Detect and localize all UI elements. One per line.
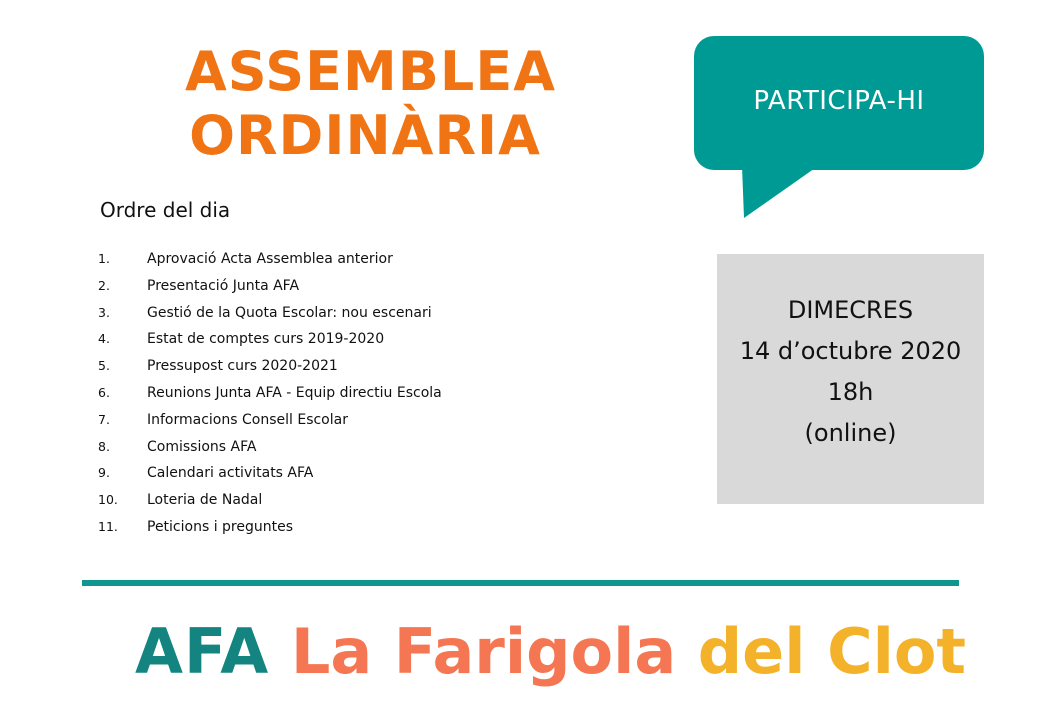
agenda-item	[98, 380, 442, 407]
agenda-item-number: 3.	[98, 304, 110, 320]
agenda-item	[98, 514, 442, 541]
agenda-item	[98, 246, 442, 273]
agenda-item-text: Pressupost curs 2020-2021	[147, 358, 338, 375]
agenda-item-text: Presentació Junta AFA	[147, 277, 300, 294]
agenda-item-text: Comissions AFA	[147, 438, 257, 455]
agenda-heading: Ordre del dia	[100, 198, 231, 222]
agenda-item	[98, 353, 442, 380]
agenda-item-number: 5.	[98, 358, 110, 374]
agenda-item	[98, 326, 442, 353]
agenda-item-number: 10.	[98, 492, 118, 508]
agenda-item-number: 1.	[98, 251, 110, 266]
afa-logo	[135, 612, 995, 692]
agenda-item	[98, 300, 442, 327]
agenda-item-text: Reunions Junta AFA - Equip directiu Escola	[147, 384, 442, 401]
agenda-item-number: 8.	[98, 438, 110, 454]
agenda-item	[98, 407, 442, 434]
agenda-item-text: Aprovació Acta Assemblea anterior	[147, 251, 393, 267]
title-line-2: ORDINÀRIA	[189, 104, 541, 167]
divider-line	[82, 580, 959, 586]
agenda-item-text: Estat de comptes curs 2019-2020	[147, 331, 385, 348]
agenda-item	[98, 273, 442, 300]
agenda-list	[98, 246, 442, 541]
event-date: 14 d’octubre 2020	[739, 337, 962, 365]
agenda-item-text: Calendari activitats AFA	[147, 465, 314, 482]
event-time: 18h	[827, 378, 874, 406]
event-mode: (online)	[804, 419, 897, 447]
agenda-item-text: Gestió de la Quota Escolar: nou escenari	[147, 304, 432, 321]
event-day: DIMECRES	[787, 296, 914, 324]
participate-callout: PARTICIPA-HI	[753, 86, 925, 116]
agenda-item-number: 6.	[98, 384, 110, 400]
logo-del-clot: del Clot	[697, 615, 967, 688]
agenda-item	[98, 487, 442, 514]
agenda-item	[98, 460, 442, 487]
agenda-item-number: 9.	[98, 465, 110, 481]
event-date-box	[717, 254, 984, 504]
assembly-title	[185, 40, 557, 168]
agenda-item-text: Informacions Consell Escolar	[147, 411, 348, 428]
agenda-item-number: 7.	[98, 411, 110, 427]
agenda-item	[98, 434, 442, 461]
agenda-item-number: 4.	[98, 331, 110, 347]
logo-la-farigola: La Farigola	[290, 615, 677, 688]
title-line-1: ASSEMBLEA	[185, 40, 557, 103]
agenda-item-text: Loteria de Nadal	[147, 492, 263, 509]
agenda-item-number: 2.	[98, 277, 110, 293]
agenda-item-number: 11.	[98, 518, 118, 534]
logo-afa: AFA	[135, 615, 270, 688]
agenda-item-text: Peticions i preguntes	[147, 518, 294, 535]
